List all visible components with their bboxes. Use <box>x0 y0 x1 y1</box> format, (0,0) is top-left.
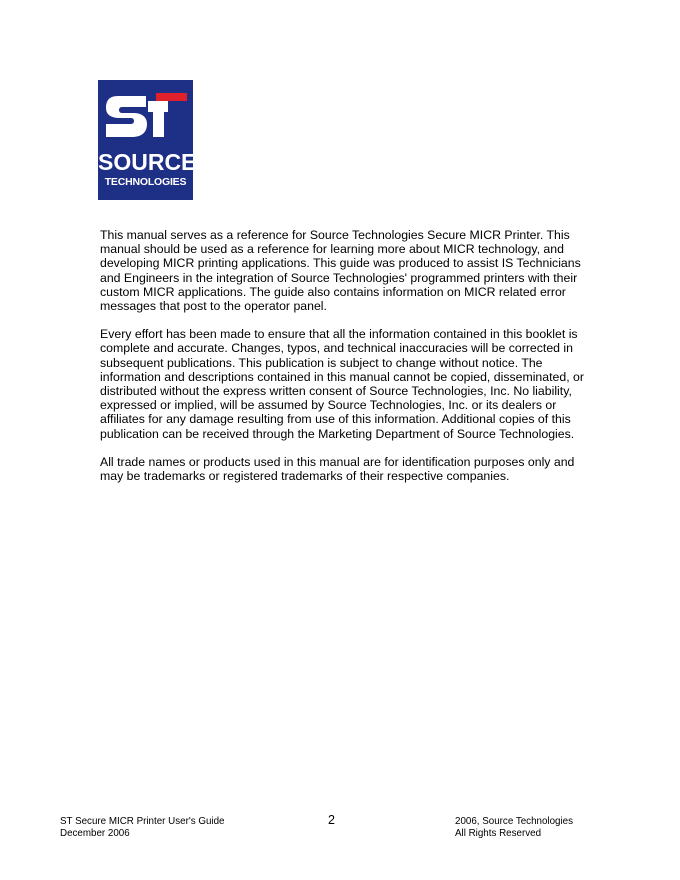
page-number: 2 <box>328 813 335 827</box>
paragraph-intro: This manual serves as a reference for Source Technologies Secure MICR Printer. This manual should be used as a reference for learning more about MICR technology, and developing MICR printing applications. This guide was produced to assist IS Technicians and Engineers in the integration of Source Technologies' programmed printers with their custom MICR applications. The guide also contains information on MICR related error messages that post to the operator panel. <box>100 228 581 314</box>
logo-line-2: TECHNOLOGIES <box>104 176 187 188</box>
footer-copyright: 2006, Source Technologies <box>455 816 574 827</box>
footer-guide-title: ST Secure MICR Printer User's Guide <box>60 816 225 827</box>
logo-line-1: SOURCE <box>98 149 197 175</box>
footer-rights: All Rights Reserved <box>455 828 542 839</box>
st-logo-mark-icon <box>98 80 193 150</box>
footer-date: December 2006 <box>60 828 130 839</box>
footer-right <box>455 816 573 840</box>
paragraph-trademarks: All trade names or products used in this manual are for identification purposes only and may be trademarks or registered trademarks of their respective companies. <box>100 454 575 484</box>
source-technologies-logo <box>98 80 197 200</box>
paragraph-disclaimer: Every effort has been made to ensure that all the information contained in this booklet is complete and accurate. Changes, typos, and technical inaccuracies will be corrected in subsequent publications. This publication is subject to change without notice. The information and descriptions contained in this manual cannot be copied, disseminated, or distributed without the express written consent of Source Technologies, Inc. No liability, expressed or implied, will be assumed by Source Technologies, Inc. or its dealers or affiliates for any damage resulting from use of this information. Additional copies of this publication can be received through the Marketing Department of Source Technologies. <box>100 327 584 441</box>
body-text <box>100 228 586 497</box>
page-footer <box>60 813 580 846</box>
footer-left <box>60 816 224 840</box>
